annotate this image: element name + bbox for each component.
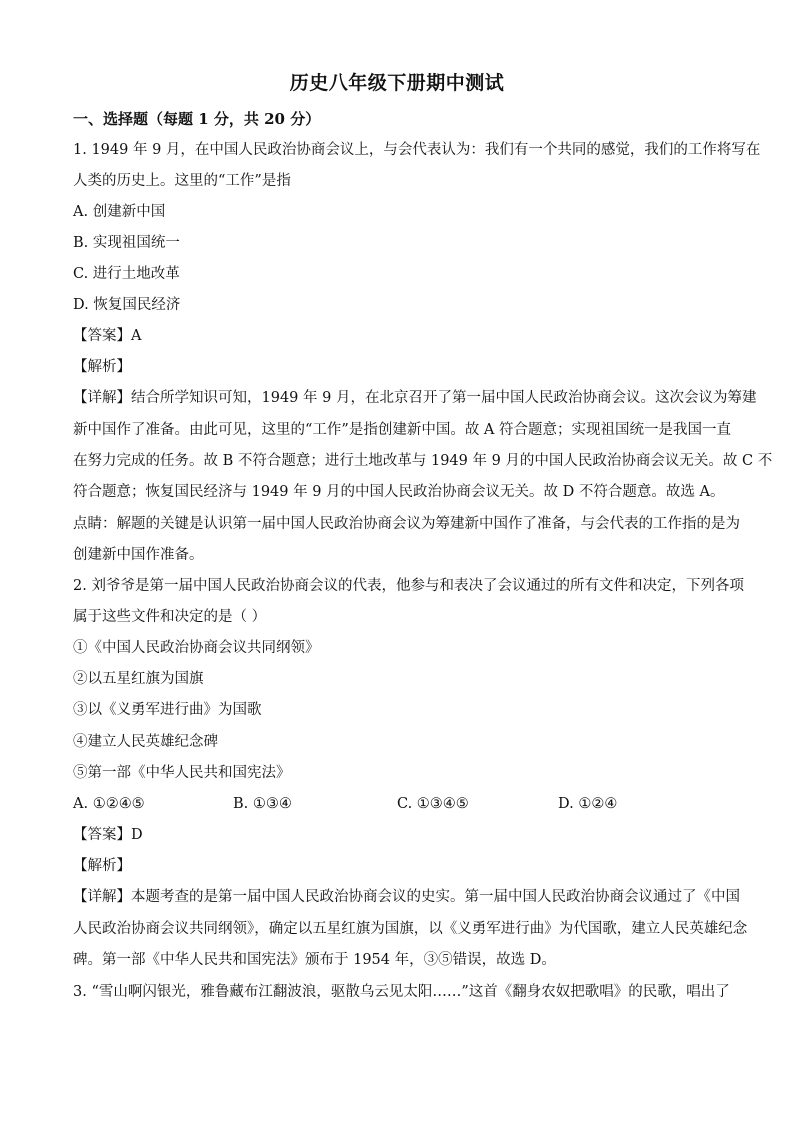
question-1-stem-line-2: 人类的历史上。这里的“工作”是指 (73, 173, 291, 189)
question-2-stem-line-2: 属于这些文件和决定的是（ ） (73, 609, 267, 625)
answer-value: D (131, 827, 143, 843)
question-2-option-d: D. ①②④ (558, 796, 618, 812)
question-2-option-c: C. ①③④⑤ (397, 796, 469, 812)
question-2-answer (73, 825, 143, 845)
question-2-item-1: ①《中国人民政治协商会议共同纲领》 (73, 640, 320, 656)
question-2-stem-line-1: 2. 刘爷爷是第一届中国人民政治协商会议的代表，他参与和表决了会议通过的所有文件和决定，下列各项 (73, 578, 744, 594)
question-1-option-c: C. 进行土地改革 (73, 266, 180, 282)
question-2-item-2: ②以五星红旗为国旗 (73, 671, 204, 687)
question-1-analysis-tag: 【解析】 (73, 359, 131, 375)
question-2-option-a: A. ①②④⑤ (73, 796, 145, 812)
question-2-detail-line-3: 碑。第一部《中华人民共和国宪法》颁布于 1954 年，③⑤错误，故选 D。 (73, 952, 556, 968)
question-2-analysis-tag: 【解析】 (73, 858, 131, 874)
question-2-option-b: B. ①③④ (233, 796, 292, 812)
question-2-item-5: ⑤第一部《中华人民共和国宪法》 (73, 765, 291, 781)
question-1-option-b: B. 实现祖国统一 (73, 235, 180, 251)
question-1-option-a: A. 创建新中国 (73, 204, 166, 220)
question-1-option-d: D. 恢复国民经济 (73, 297, 181, 313)
question-1-detail-line-4: 符合题意；恢复国民经济与 1949 年 9 月的中国人民政治协商会议无关。故 D 不符合题意。故选 A。 (73, 484, 725, 500)
question-2-detail-line-1: 【详解】本题考查的是第一届中国人民政治协商会议的史实。第一届中国人民政治协商会议通过了《中国 (73, 889, 740, 905)
page-title: 历史八年级下册期中测试 (289, 72, 505, 94)
answer-tag: 【答案】 (73, 328, 131, 344)
answer-tag: 【答案】 (73, 827, 131, 843)
question-2-item-3: ③以《义勇军进行曲》为国歌 (73, 702, 262, 718)
section-heading: 一、选择题（每题 1 分，共 20 分） (73, 110, 321, 128)
question-2-detail-line-2: 人民政治协商会议共同纲领》，确定以五星红旗为国旗，以《义勇军进行曲》为代国歌，建立人民英雄纪念 (73, 921, 748, 937)
question-1-tip-line-1: 点睛：解题的关键是认识第一届中国人民政治协商会议为筹建新中国作了准备，与会代表的工作指的是为 (73, 516, 740, 532)
question-2-options-row (73, 794, 733, 814)
question-1-stem-line-1: 1. 1949 年 9 月，在中国人民政治协商会议上，与会代表认为：我们有一个共同的感觉，我们的工作将写在 (73, 142, 761, 158)
question-1-answer (73, 326, 141, 346)
question-1-tip-line-2: 创建新中国作准备。 (73, 547, 204, 563)
answer-value: A (131, 328, 142, 344)
question-1-detail-line-1: 【详解】结合所学知识可知，1949 年 9 月，在北京召开了第一届中国人民政治协商会议。这次会议为筹建 (73, 390, 757, 406)
question-3-stem-line-1: 3. “雪山啊闪银光，雅鲁藏布江翻波浪，驱散乌云见太阳……”这首《翻身农奴把歌唱》的民歌，唱出了 (73, 984, 730, 1000)
question-2-item-4: ④建立人民英雄纪念碑 (73, 734, 218, 750)
question-1-detail-line-2: 新中国作了准备。由此可见，这里的“工作”是指创建新中国。故 A 符合题意；实现祖国统一是我国一直 (73, 422, 732, 438)
question-1-detail-line-3: 在努力完成的任务。故 B 不符合题意；进行土地改革与 1949 年 9 月的中国人民政治协商会议无关。故 C 不 (73, 453, 773, 469)
